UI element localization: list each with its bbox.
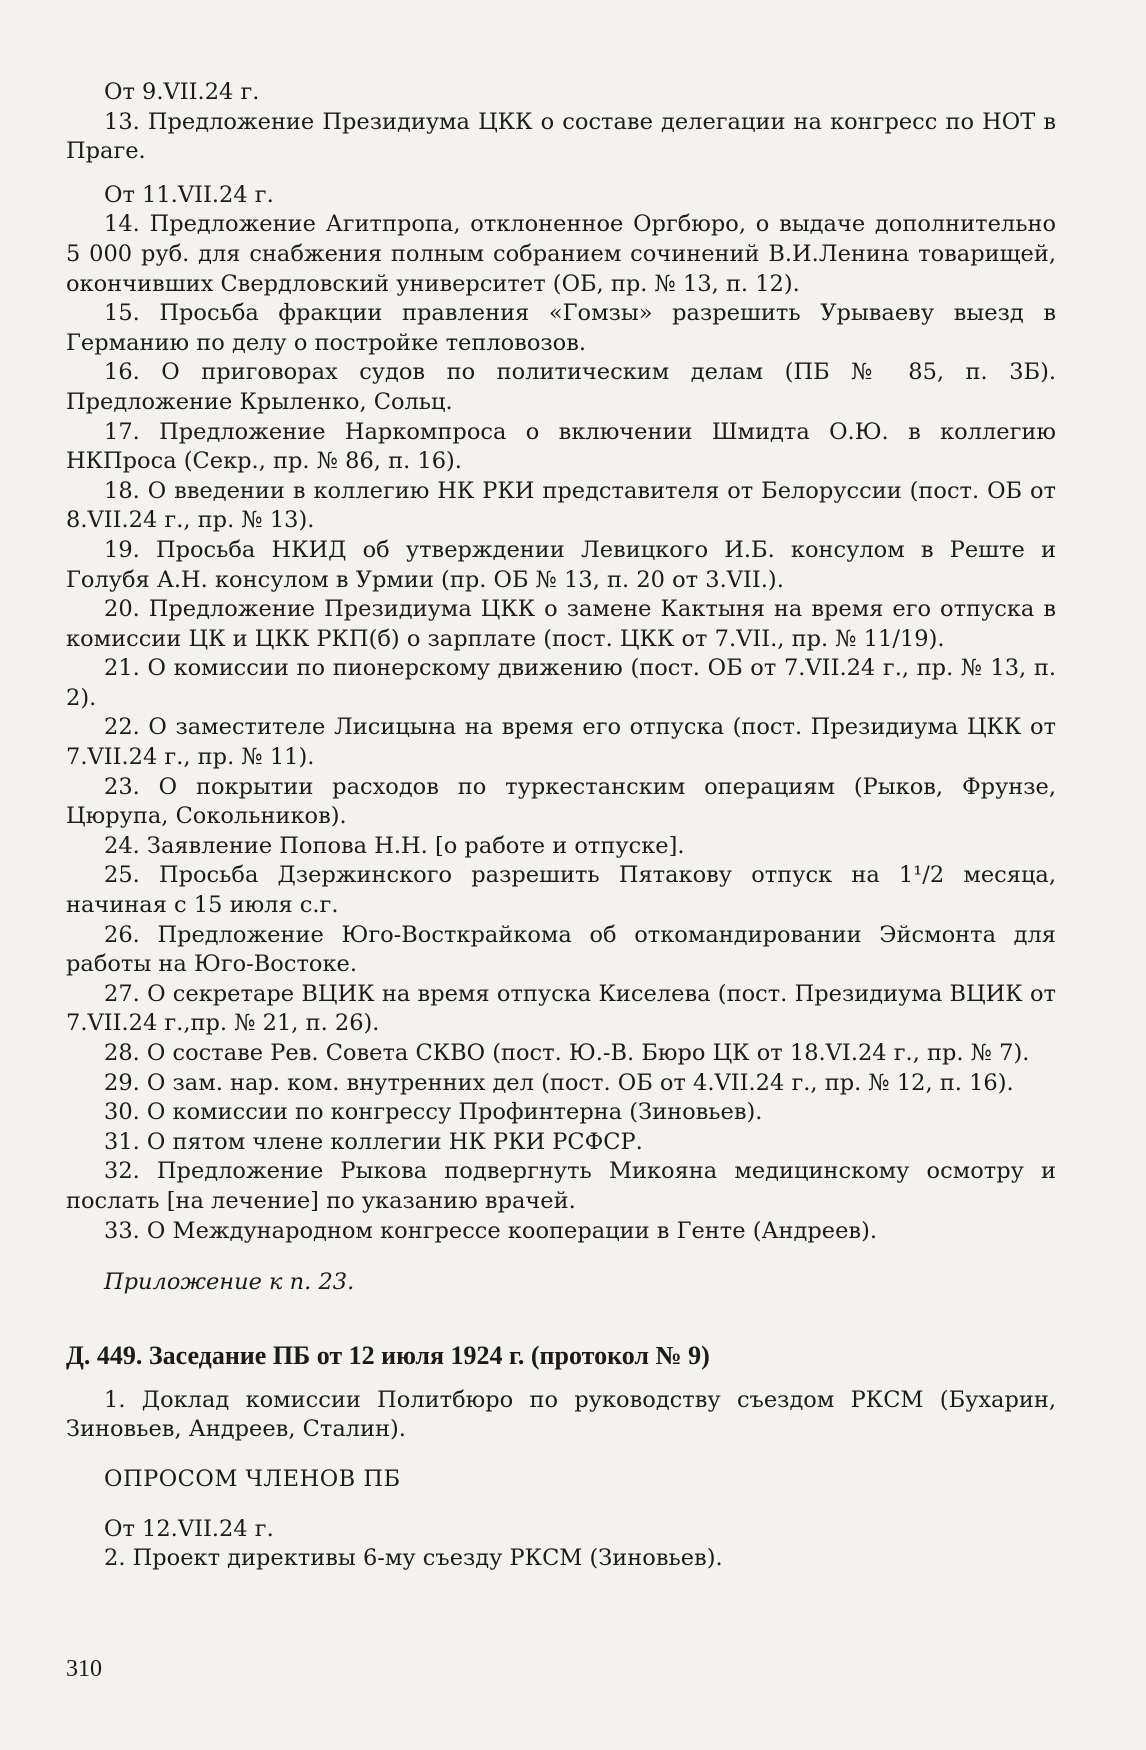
agenda-item-22: 22. О заместителе Лисицына на время его отпуска (пост. Президиума ЦКК от 7.VII.24 г., пр. № 11). bbox=[66, 714, 1056, 771]
agenda-item-21: 21. О комиссии по пионерскому движению (пост. ОБ от 7.VII.24 г., пр. № 13, п. 2). bbox=[66, 655, 1056, 711]
agenda-item-20: 20. Предложение Президиума ЦКК о замене Кактыня на время его отпуска в комиссии ЦК и ЦКК РКП(б) о зарплате (пост. ЦКК от 7.VII., пр. № 11/19). bbox=[66, 596, 1056, 652]
agenda-item-15: 15. Просьба фракции правления «Гомзы» разрешить Урываеву выезд в Германию по делу о постройке тепловозов. bbox=[66, 300, 1056, 356]
agenda-item-14: 14. Предложение Агитпропа, отклоненное Оргбюро, о выдаче дополнительно 5 000 руб. для снабжения полным собранием сочинений В.И.Ленина товарищей, окончивших Свердловский университет (ОБ, пр. № 13, п. 12). bbox=[66, 211, 1056, 297]
section-item-2: 2. Проект директивы 6-му съезду РКСМ (Зиновьев). bbox=[104, 1545, 723, 1572]
section-heading: Д. 449. Заседание ПБ от 12 июля 1924 г. (протокол № 9) bbox=[66, 1340, 710, 1370]
agenda-item-28: 28. О составе Рев. Совета СКВО (пост. Ю.-В. Бюро ЦК от 18.VI.24 г., пр. № 7). bbox=[104, 1040, 1030, 1066]
agenda-item-18: 18. О введении в коллегию НК РКИ представителя от Белоруссии (пост. ОБ от 8.VII.24 г., пр. № 13). bbox=[66, 477, 1056, 534]
agenda-item-17: 17. Предложение Наркомпроса о включении Шмидта О.Ю. в коллегию НКПроса (Секр., пр. № 86, п. 16). bbox=[66, 418, 1056, 475]
agenda-item-26: 26. Предложение Юго-Восткрайкома об откомандировании Эйсмонта для работы на Юго-Востоке. bbox=[66, 921, 1056, 978]
document-page bbox=[66, 78, 1056, 1574]
agenda-item-32: 32. Предложение Рыкова подвергнуть Микояна медицинскому осмотру и послать [на лечение] по указанию врачей. bbox=[66, 1158, 1056, 1214]
agenda-item-25: 25. Просьба Дзержинского разрешить Пятакову отпуск на 1¹/2 месяца, начиная с 15 июля с.г. bbox=[66, 862, 1056, 919]
agenda-item-13: 13. Предложение Президиума ЦКК о составе делегации на конгресс по НОТ в Праге. bbox=[66, 108, 1056, 165]
agenda-item-16: 16. О приговорах судов по политическим делам (ПБ № 85, п. 3Б). Предложение Крыленко, Сольц. bbox=[66, 359, 1056, 415]
page-number: 310 bbox=[66, 1656, 102, 1682]
date-line: От 11.VII.24 г. bbox=[104, 181, 274, 208]
section-item-1: 1. Доклад комиссии Политбюро по руководству съездом РКСМ (Бухарин, Зиновьев, Андреев, Сталин). bbox=[66, 1386, 1056, 1443]
agenda-item-23: 23. О покрытии расходов по туркестанским операциям (Рыков, Фрунзе, Цюрупа, Сокольников). bbox=[66, 773, 1056, 830]
agenda-item-19: 19. Просьба НКИД об утверждении Левицкого И.Б. консулом в Реште и Голубя А.Н. консулом в Урмии (пр. ОБ № 13, п. 20 от 3.VII.). bbox=[66, 536, 1056, 593]
appendix-note: Приложение к п. 23. bbox=[104, 1269, 355, 1296]
agenda-item-33: 33. О Международном конгрессе кооперации в Генте (Андреев). bbox=[104, 1217, 878, 1244]
agenda-item-24: 24. Заявление Попова Н.Н. [о работе и отпуске]. bbox=[104, 832, 685, 859]
agenda-list bbox=[66, 210, 1056, 1246]
date-line: От 9.VII.24 г. bbox=[104, 79, 260, 105]
agenda-item-31: 31. О пятом члене коллегии НК РКИ РСФСР. bbox=[104, 1128, 643, 1155]
agenda-item-30: 30. О комиссии по конгрессу Профинтерна (Зиновьев). bbox=[104, 1099, 763, 1126]
agenda-item-29: 29. О зам. нар. ком. внутренних дел (пост. ОБ от 4.VII.24 г., пр. № 12, п. 16). bbox=[104, 1069, 1014, 1096]
date-line: От 12.VII.24 г. bbox=[104, 1515, 274, 1542]
agenda-item-27: 27. О секретаре ВЦИК на время отпуска Киселева (пост. Президиума ВЦИК от 7.VII.24 г.,пр. № 21, п. 26). bbox=[66, 980, 1056, 1037]
survey-heading: ОПРОСОМ ЧЛЕНОВ ПБ bbox=[104, 1465, 401, 1492]
